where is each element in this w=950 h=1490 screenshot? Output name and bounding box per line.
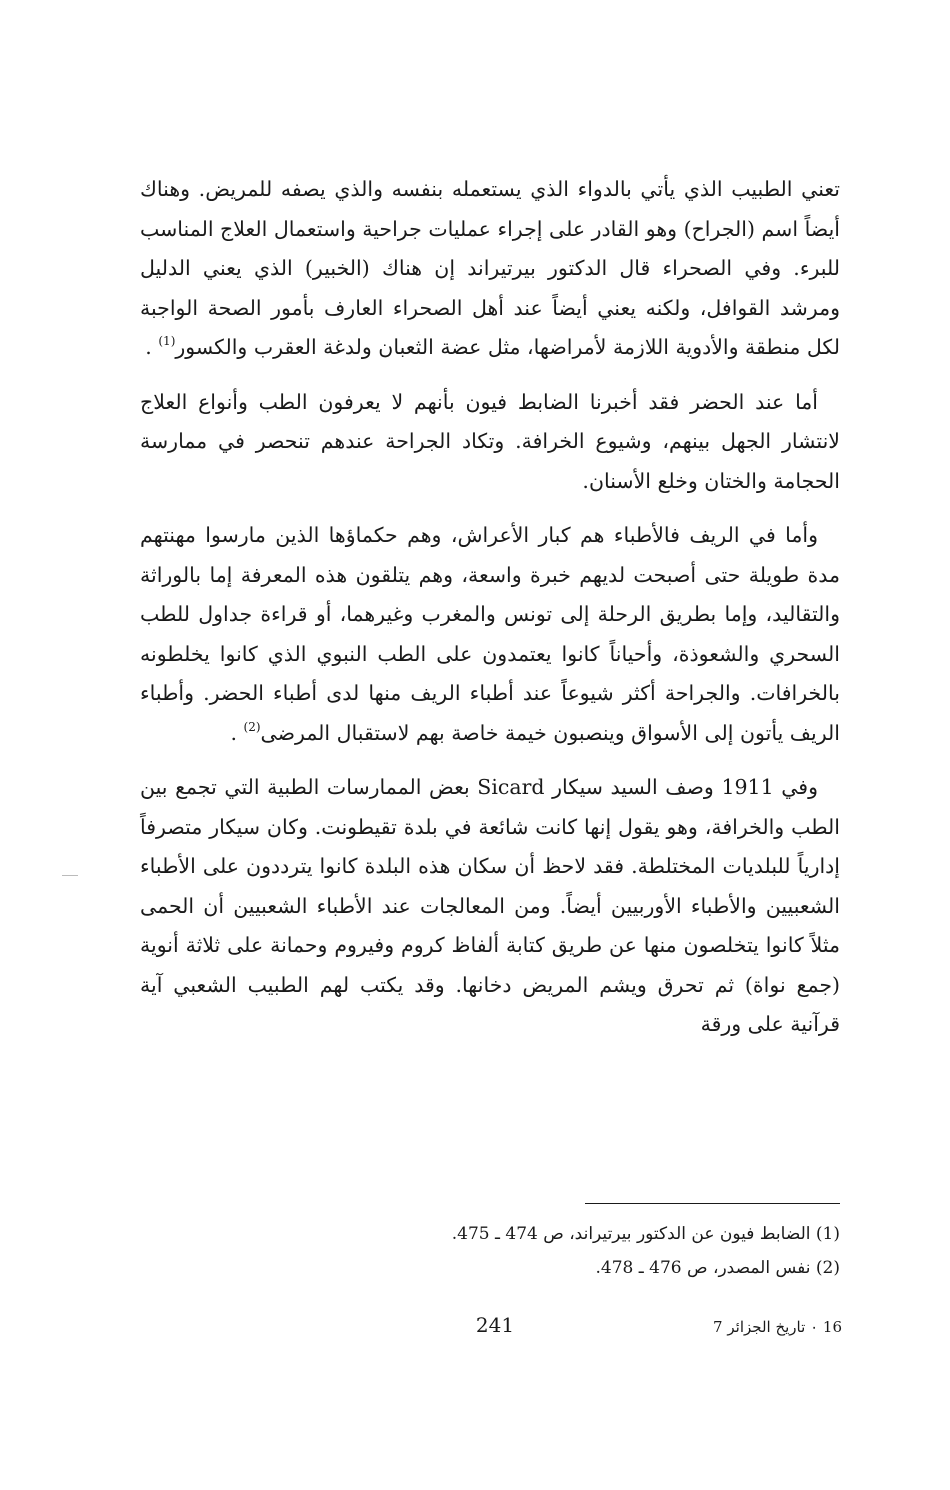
paragraph-4-text: وفي 1911 وصف السيد سيكار Sicard بعض الممارسات الطبية التي تجمع بين الطب والخرافة، وهو يقول إنها كانت شائعة في بلدة تقيطونت. وكان سيكار متصرفاً إدارياً للبلديات المختلطة. فقد لاحظ أن سكان هذه البلدة كانوا يترددون على الأطباء الشعبيين والأطباء الأوربيين أيضاً. ومن المعالجات عند الأطباء الشعبيين أن الحمى مثلاً كانوا يتخلصون منها عن طريق كتابة ألفاظ كروم وفيروم وحمانة على ثلاثة أنوية (جمع نواة) ثم تحرق ويشم المريض دخانها. وقد يكتب لهم الطبيب الشعبي آية قرآنية على ورقة (140, 775, 840, 1036)
paragraph-4 (140, 768, 840, 1045)
main-text (140, 170, 840, 1045)
paragraph-3 (140, 516, 840, 753)
footnote-ref-2: (2) (243, 719, 261, 734)
footnote-2: (2) نفس المصدر، ص 476 ـ 478. (595, 1258, 840, 1278)
footnote-1: (1) الضابط فيون عن الدكتور بيرتيراند، ص 474 ـ 475. (451, 1224, 840, 1244)
paragraph-3-text: وأما في الريف فالأطباء هم كبار الأعراش، وهم حكماؤها الذين مارسوا مهنتهم مدة طويلة حتى أصبحت لديهم خبرة واسعة، وهم يتلقون هذه المعرفة إما بالوراثة والتقاليد، وإما بطريق الرحلة إلى تونس والمغرب وغيرهما، أو قراءة جداول للطب السحري والشعوذة، وأحياناً كانوا يعتمدون على الطب النبوي الذي كانوا يخلطونه بالخرافات. والجراحة أكثر شيوعاً عند أطباء الريف منها لدى أطباء الحضر. وأطباء الريف يأتون إلى الأسواق وينصبون خيمة خاصة بهم لاستقبال المرضى (140, 523, 840, 745)
page-number: 241 (475, 1313, 515, 1337)
footnote-separator (585, 1203, 840, 1204)
paragraph-3-end: . (230, 720, 237, 745)
paragraph-2 (140, 383, 840, 502)
footnote-ref-1: (1) (158, 334, 176, 348)
paragraph-2-text: أما عند الحضر فقد أخبرنا الضابط فيون بأنهم لا يعرفون الطب وأنواع العلاج لانتشار الجهل بينهم، وشيوع الخرافة. وتكاد الجراحة عندهم تنحصر في ممارسة الحجامة والختان وخلع الأسنان. (140, 389, 840, 493)
footnotes (140, 1217, 840, 1285)
paragraph-1 (140, 170, 840, 368)
paragraph-1-text: تعني الطبيب الذي يأتي بالدواء الذي يستعمله بنفسه والذي يصفه للمريض. وهناك أيضاً اسم (الجراح) وهو القادر على إجراء عمليات جراحية واستعمال العلاج المناسب للبرء. وفي الصحراء قال الدكتور بيرتيراند إن هناك (الخبير) الذي يعني الدليل ومرشد القوافل، ولكنه يعني أيضاً عند أهل الصحراء العارف بأمور الصحة الواجبة لكل منطقة والأدوية اللازمة لأمراضها، مثل عضة الثعبان ولدغة العقرب والكسور (140, 177, 840, 359)
printer-signature: 16 ۰ تاريخ الجزائر 7 (713, 1318, 842, 1336)
paragraph-1-end: . (145, 335, 152, 359)
margin-mark (62, 875, 78, 876)
